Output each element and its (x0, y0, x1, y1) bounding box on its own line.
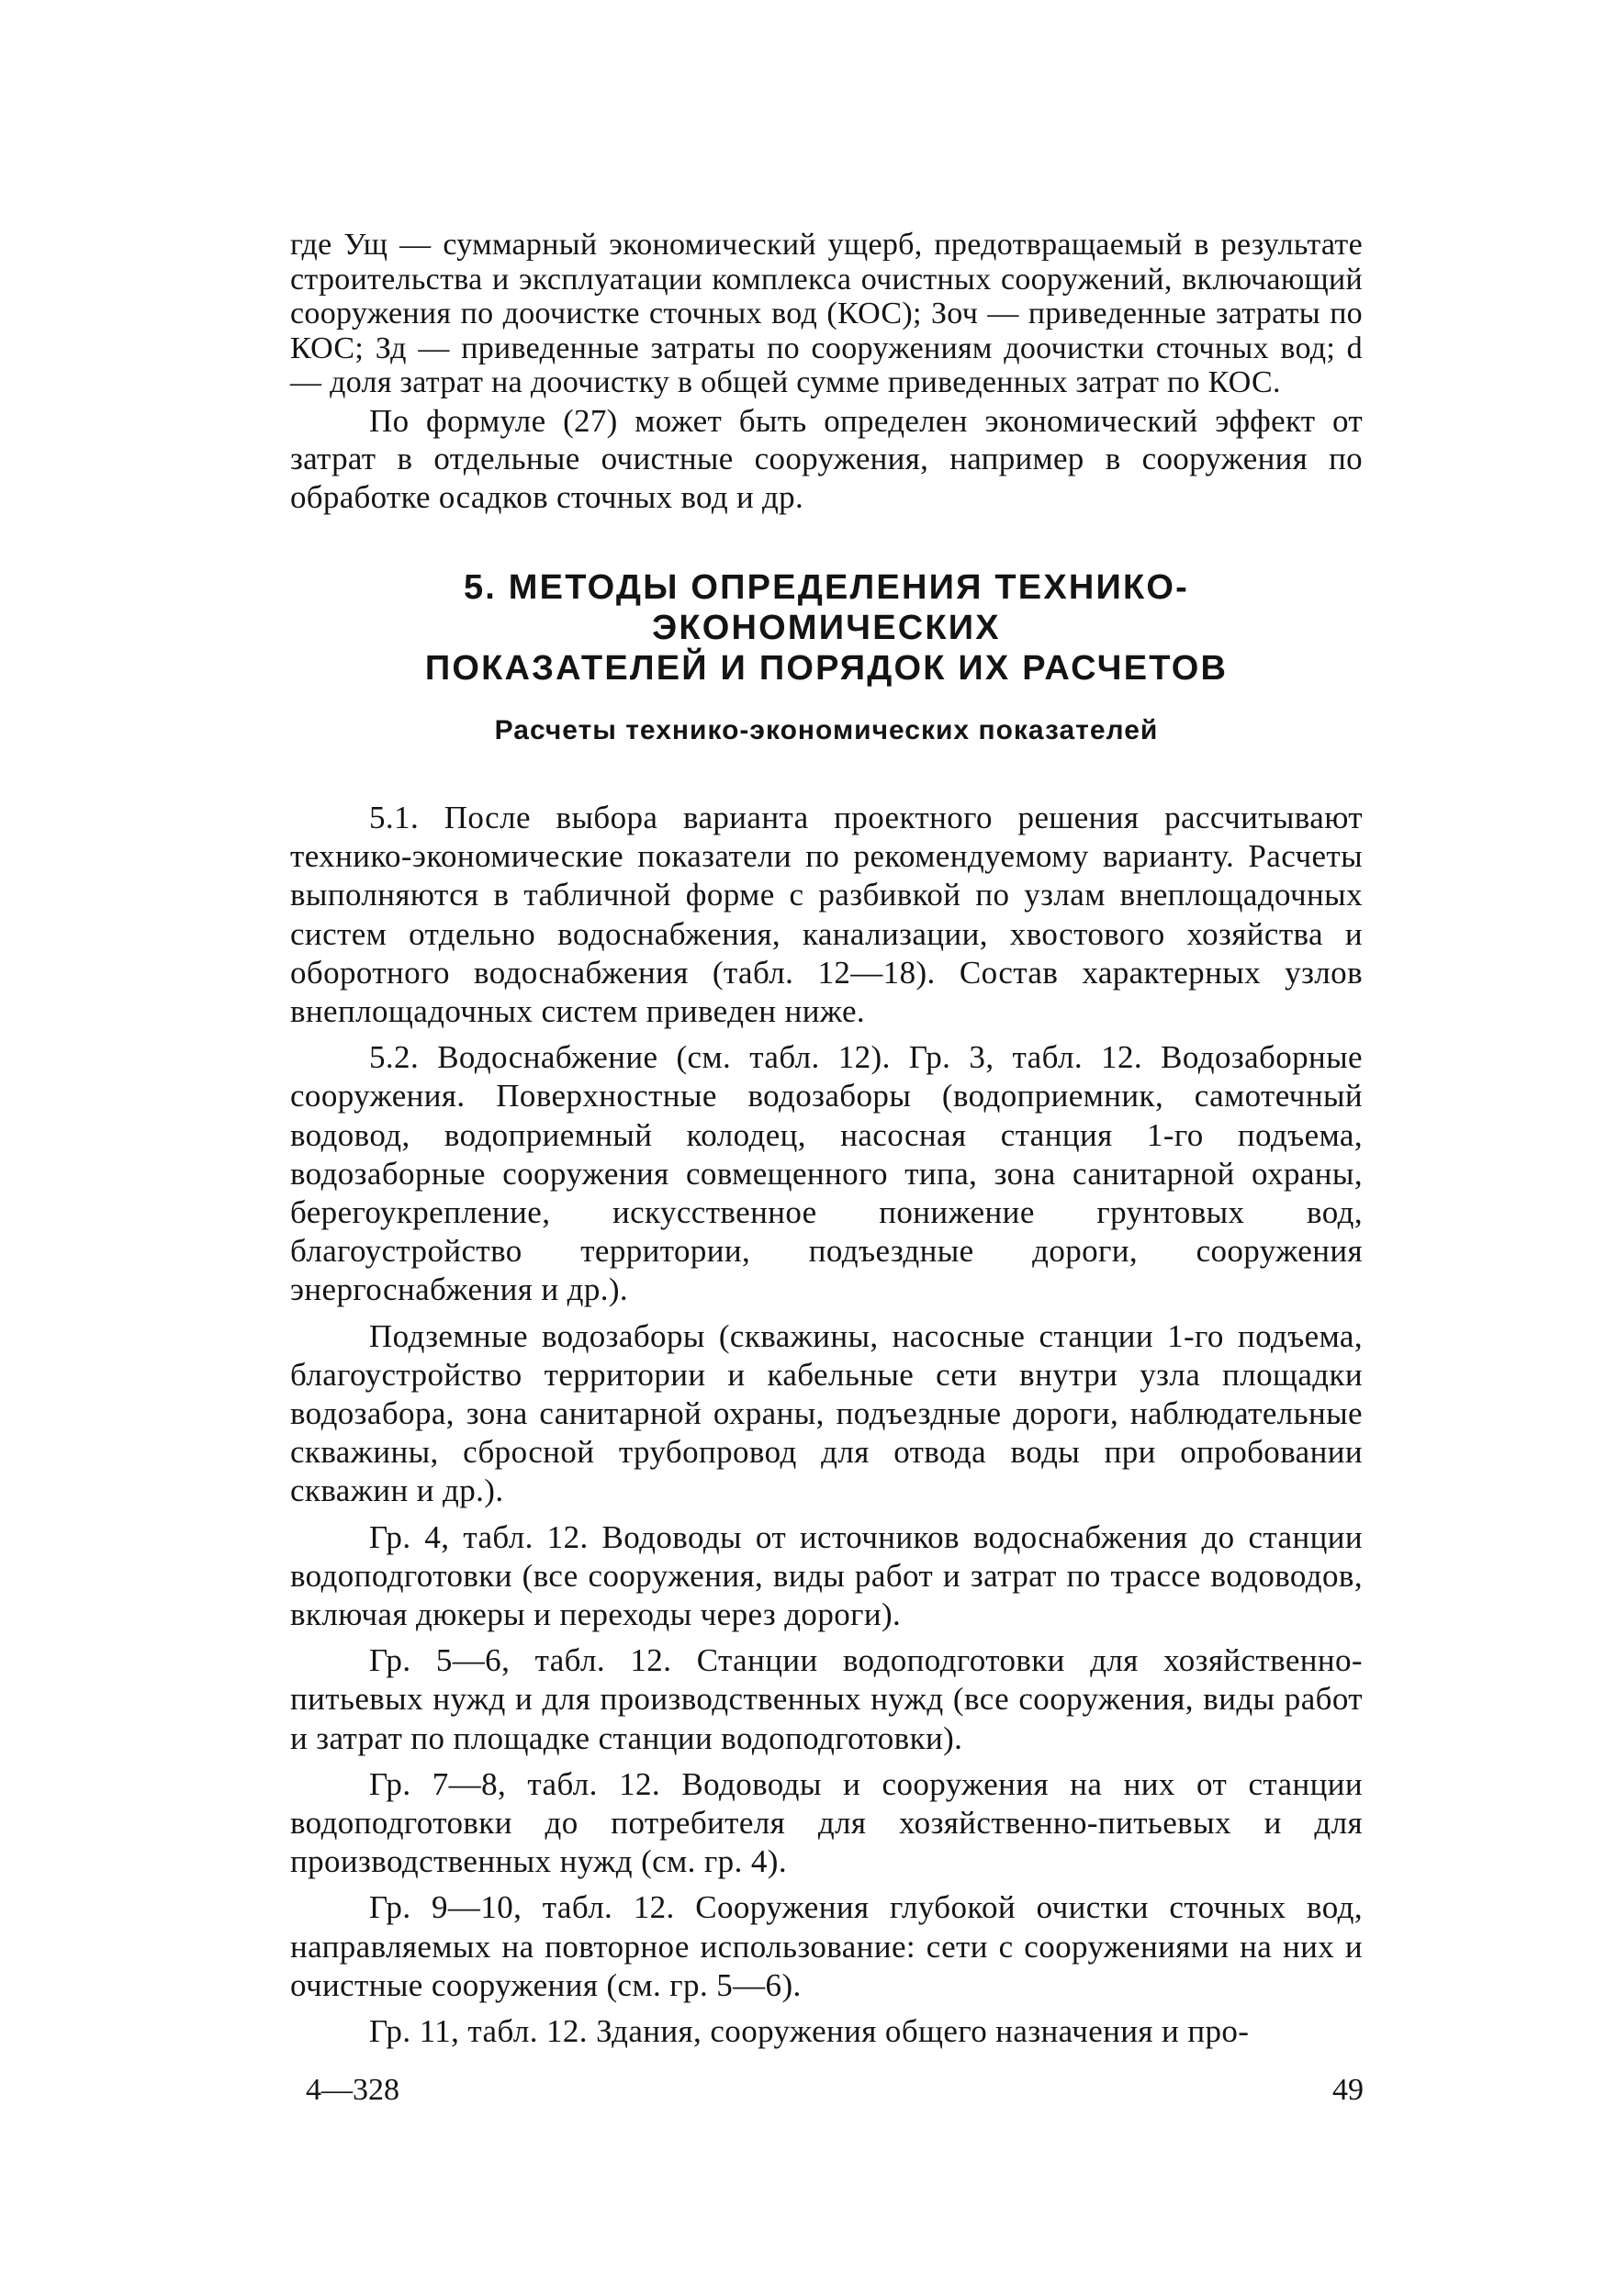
body-text (290, 799, 1363, 2051)
section-subheading: Расчеты технико-экономических показателей (494, 715, 1159, 745)
definitions-paragraph: где Ущ — суммарный экономический ущерб, предотвращаемый в результате строительства и эксплуатации комплекса очистных сооружений, включающий сооружения по доочистке сточных вод (КОС); Зоч — приведенные затраты по КОС; Зд — приведенные затраты по сооружениям доочистки сточных вод; d — доля затрат на доочистку в общей сумме приведенных затрат по КОС. (290, 228, 1363, 399)
paragraph-gr-11: Гр. 11, табл. 12. Здания, сооружения общего назначения и про- (369, 2013, 1250, 2050)
section-heading-line-1: 5. МЕТОДЫ ОПРЕДЕЛЕНИЯ ТЕХНИКО-ЭКОНОМИЧЕСКИХ (463, 568, 1190, 647)
paragraph-gr-4: Гр. 4, табл. 12. Водоводы от источников водоснабжения до станции водоподготовки (все сооружения, виды работ и затрат по трассе водоводов, включая дюкеры и переходы через дороги). (290, 1518, 1363, 1633)
page-number: 49 (1332, 2073, 1364, 2107)
section-heading-line-2: ПОКАЗАТЕЛЕЙ И ПОРЯДОК ИХ РАСЧЕТОВ (424, 649, 1229, 688)
section-heading (290, 567, 1363, 689)
paragraph-5-2: 5.2. Водоснабжение (см. табл. 12). Гр. 3, табл. 12. Водозаборные сооружения. Поверхностные водозаборы (водоприемник, самотечный водовод, водоприемный колодец, насосная станция 1-го подъема, водозаборные сооружения совмещенного типа, зона санитарной охраны, берегоукрепление, искусственное понижение грунтовых вод, благоустройство территории, подъездные дороги, сооружения энергоснабжения и др.). (290, 1039, 1363, 1308)
paragraph-gr-7-8: Гр. 7—8, табл. 12. Водоводы и сооружения на них от станции водоподготовки до потребителя для хозяйственно-питьевых и для производственных нужд (см. гр. 4). (290, 1765, 1363, 1880)
document-page (290, 228, 1363, 2051)
printer-signature: 4—328 (306, 2073, 399, 2107)
paragraph-gr-9-10: Гр. 9—10, табл. 12. Сооружения глубокой очистки сточных вод, направляемых на повторное использование: сети с сооружениями на них и очистные сооружения (см. гр. 5—6). (290, 1889, 1363, 2003)
paragraph-underground-intakes: Подземные водозаборы (скважины, насосные станции 1-го подъема, благоустройство территории и кабельные сети внутри узла площадки водозабора, зона санитарной охраны, подъездные дороги, наблюдательные скважины, сбросной трубопровод для отвода воды при опробовании скважин и др.). (290, 1317, 1363, 1509)
paragraph-gr-5-6: Гр. 5—6, табл. 12. Станции водоподготовки для хозяйственно-питьевых нужд и для производственных нужд (все сооружения, виды работ и затрат по площадке станции водоподготовки). (290, 1642, 1363, 1756)
paragraph-5-1: 5.1. После выбора варианта проектного решения рассчитывают технико-экономические показатели по рекомендуемому варианту. Расчеты выполняются в табличной форме с разбивкой по узлам внеплощадочных систем отдельно водоснабжения, канализации, хвостового хозяйства и оборотного водоснабжения (табл. 12—18). Состав характерных узлов внеплощадочных систем приведен ниже. (290, 800, 1363, 1030)
formula-note-paragraph: По формуле (27) может быть определен экономический эффект от затрат в отдельные очистные сооружения, например в сооружения по обработке осадков сточных вод и др. (290, 402, 1363, 515)
